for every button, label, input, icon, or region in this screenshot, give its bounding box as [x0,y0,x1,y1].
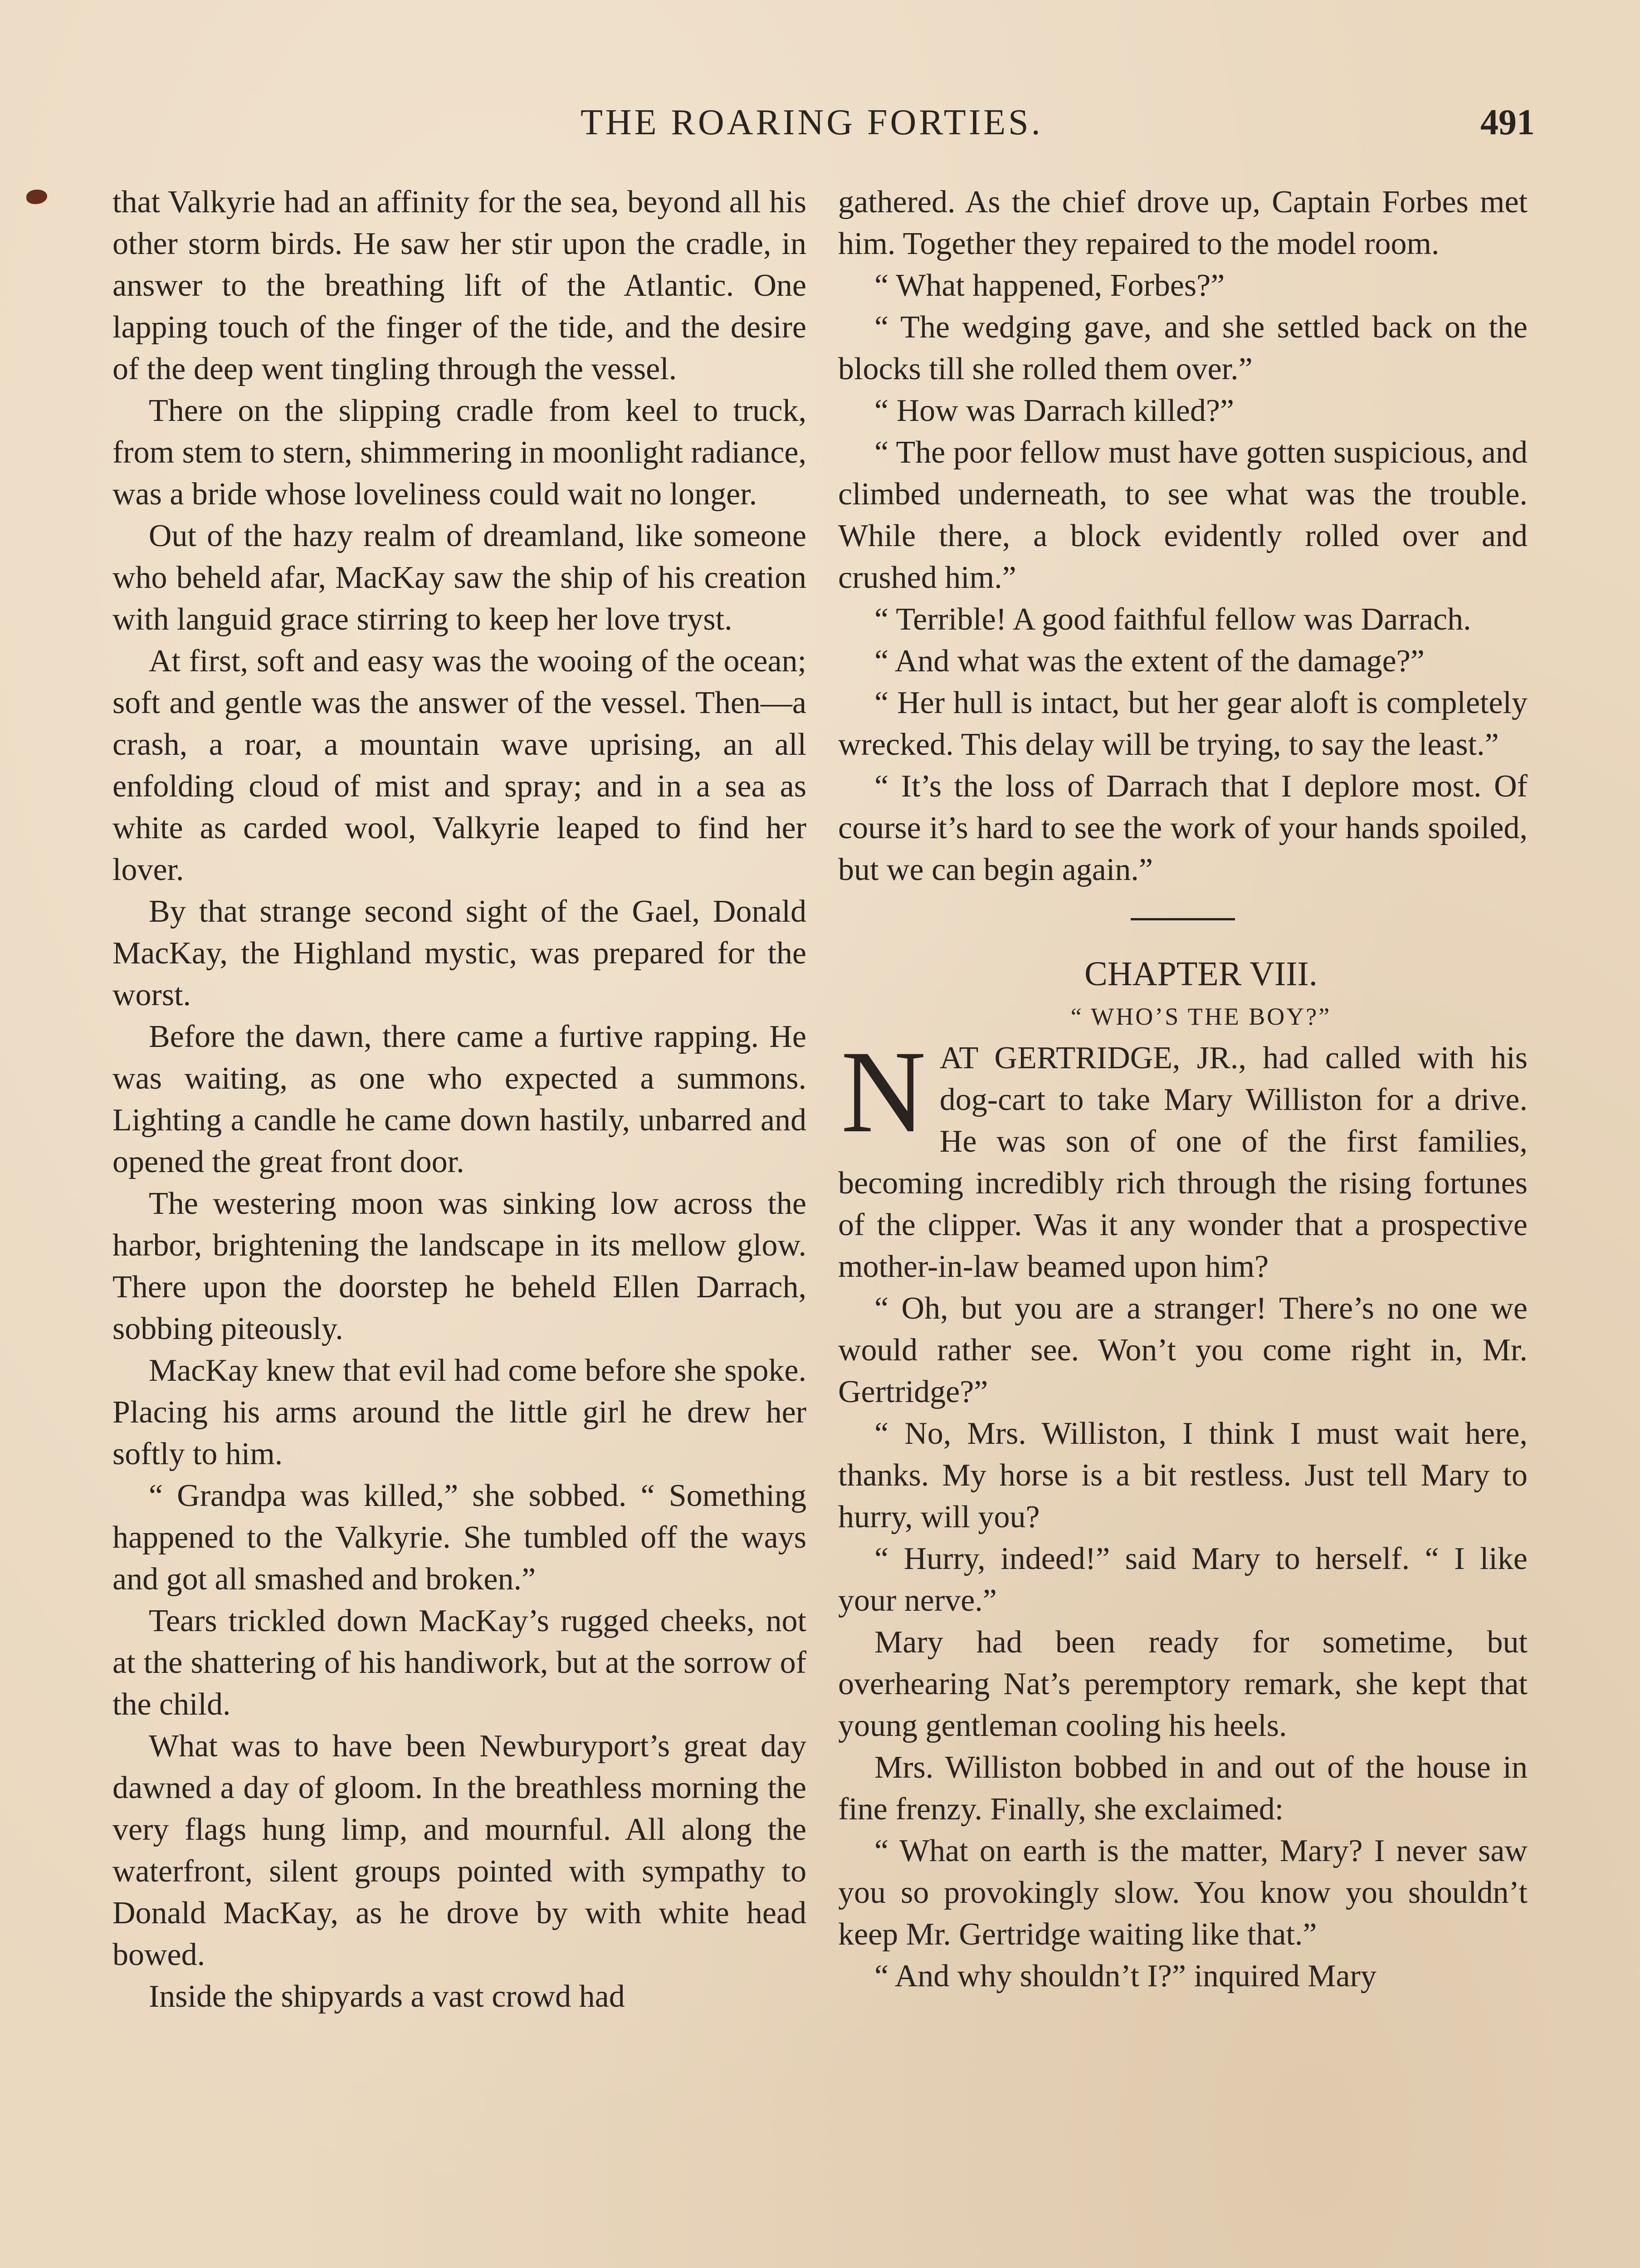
paragraph: “ The poor fellow must have gotten suspicious, and climbed underneath, to see what was the trouble. While there, a block evidently rolled over and crushed him.” [838,435,1528,595]
paragraph: gathered. As the chief drove up, Captain Forbes met him. Together they repaired to the model room. [838,185,1528,261]
paragraph: There on the slipping cradle from keel to truck, from stem to stern, shimmering in moonlight radiance, was a bride whose loveliness could wait no longer. [112,393,806,512]
paragraph: Before the dawn, there came a furtive rapping. He was waiting, as one who expected a summons. Lighting a candle he came down hastily, unbarred and opened the great front door. [112,1019,806,1179]
paragraph: “ Her hull is intact, but her gear aloft is completely wrecked. This delay will be trying, to say the least.” [838,685,1528,762]
page-number: 491 [1480,103,1535,142]
paragraph: “ How was Darrach killed?” [874,393,1234,428]
running-header: THE ROARING FORTIES. [581,103,1043,142]
paragraph: “ Terrible! A good faithful fellow was Darrach. [874,602,1471,637]
paragraph: Mary had been ready for sometime, but overhearing Nat’s peremptory remark, she kept that young gentleman cooling his heels. [838,1625,1528,1743]
paragraph: that Valkyrie had an affinity for the sea, beyond all his other storm birds. He saw her stir upon the cradle, in answer to the breathing lift of the Atlantic. One lapping touch of the finger of the tide, and the desire of the deep went tingling through the vessel. [112,185,806,386]
left-column [112,181,806,2018]
opening-text: AT GERTRIDGE, JR., had called with his dog-cart to take Mary Williston for a drive. He was son of one of the first families, becoming incredibly rich through the rising fortunes of the clipper. Was it any wonder that a prospective mother-in-law beamed upon him? [838,1041,1528,1284]
section-divider [1131,918,1235,920]
paragraph: “ And why shouldn’t I?” inquired Mary [874,1959,1376,1994]
paragraph: “ Oh, but you are a stranger! There’s no one we would rather see. Won’t you come right in, Mr. Gertridge?” [838,1291,1528,1409]
drop-cap: N [841,1026,926,1157]
paragraph: At first, soft and easy was the wooing of the ocean; soft and gentle was the answer of the vessel. Then—a crash, a roar, a mountain wave uprising, an all enfolding cloud of mist and spray; and in a sea as white as carded wool, Valkyrie leaped to find her lover. [112,644,806,887]
paragraph: “ The wedging gave, and she settled back on the blocks till she rolled them over.” [838,310,1528,386]
paragraph: MacKay knew that evil had come before she spoke. Placing his arms around the little girl he drew her softly to him. [112,1353,806,1471]
paragraph: “ Grandpa was killed,” she sobbed. “ Something happened to the Valkyrie. She tumbled off the ways and got all smashed and broken.” [112,1478,806,1597]
paragraph: Tears trickled down MacKay’s rugged cheeks, not at the shattering of his handiwork, but at the sorrow of the child. [112,1603,806,1722]
paragraph: By that strange second sight of the Gael, Donald MacKay, the Highland mystic, was prepared for the worst. [112,894,806,1012]
ink-blot [26,190,47,204]
paragraph: “ Hurry, indeed!” said Mary to herself. “ I like your nerve.” [838,1541,1528,1618]
paragraph: “ No, Mrs. Williston, I think I must wait here, thanks. My horse is a bit restless. Just tell Mary to hurry, will you? [838,1416,1528,1535]
paragraph: Mrs. Williston bobbed in and out of the house in fine frenzy. Finally, she exclaimed: [838,1750,1528,1827]
paragraph: “ What on earth is the matter, Mary? I never saw you so provokingly slow. You know you shouldn’t keep Mr. Gertridge waiting like that.” [838,1833,1528,1952]
chapter-subtitle: “ WHO’S THE BOY?” [1070,1003,1332,1030]
paragraph: What was to have been Newburyport’s great day dawned a day of gloom. In the breathless morning the very flags hung limp, and mournful. All along the waterfront, silent groups pointed with sympathy to Donald MacKay, as he drove by with white head bowed. [112,1729,806,1972]
paragraph: Inside the shipyards a vast crowd had [149,1979,625,2014]
right-column [838,181,1528,1997]
paragraph: “ What happened, Forbes?” [874,268,1225,303]
paragraph: The westering moon was sinking low across the harbor, brightening the landscape in its mellow glow. There upon the doorstep he beheld Ellen Darrach, sobbing piteously. [112,1186,806,1346]
chapter-opening-paragraph [838,1026,1528,1288]
paragraph: Out of the hazy realm of dreamland, like someone who beheld afar, MacKay saw the ship of his creation with languid grace stirring to keep her love tryst. [112,518,806,637]
paragraph: “ And what was the extent of the damage?” [874,644,1425,679]
chapter-heading: CHAPTER VIII. [1084,955,1318,993]
paragraph: “ It’s the loss of Darrach that I deplore most. Of course it’s hard to see the work of your hands spoiled, but we can begin again.” [838,769,1528,887]
